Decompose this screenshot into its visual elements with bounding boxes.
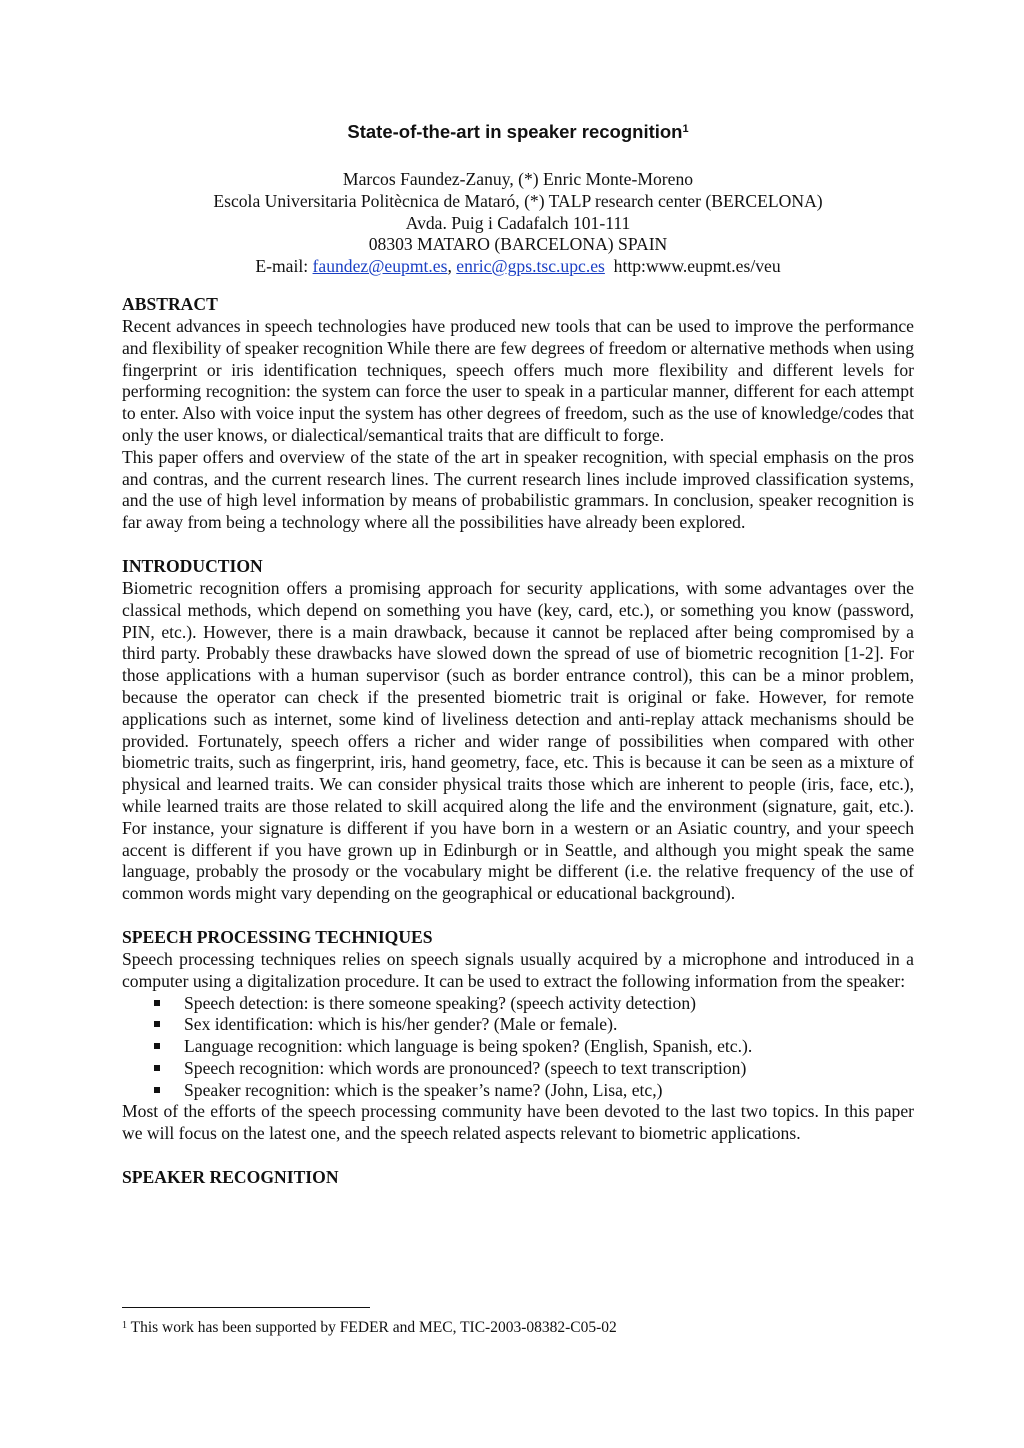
- email-link-faundez[interactable]: faundez@eupmt.es: [312, 256, 448, 277]
- square-bullet-icon: [154, 1065, 160, 1071]
- abstract-paragraph-2: This paper offers and overview of the state of the art in speaker recognition, with special emphasis on the pros and contras, and the current research lines. The current research lines include improved classification systems, and the use of high level information by means of probabilistic grammars. In conclusion, speaker recognition is far away from being a technology where all the possibilities have already been explored.: [122, 446, 914, 533]
- square-bullet-icon: [154, 1000, 160, 1006]
- square-bullet-icon: [154, 1021, 160, 1027]
- speech-processing-intro: Speech processing techniques relies on speech signals usually acquired by a microphone and introduced in a computer using a digitalization procedure. It can be used to extract the following information from the speaker:: [122, 948, 914, 991]
- author-address-line-1: Avda. Puig i Cadafalch 101-111: [405, 212, 631, 233]
- list-item: [154, 1080, 914, 1102]
- email-link-enric[interactable]: enric@gps.tsc.upc.es: [456, 256, 605, 277]
- list-item: [154, 1036, 914, 1058]
- paper-page: [122, 118, 914, 1189]
- footnote-divider: [122, 1307, 370, 1308]
- contact-line: [122, 256, 914, 278]
- footnote-text: This work has been supported by FEDER and MEC, TIC-2003-08382-C05-02: [127, 1319, 617, 1336]
- list-item-text: Speech detection: is there someone speaking? (speech activity detection): [184, 992, 696, 1013]
- author-names: Marcos Faundez-Zanuy, (*) Enric Monte-Moreno: [342, 169, 694, 189]
- speaker-recognition-heading: SPEAKER RECOGNITION: [122, 1167, 339, 1188]
- abstract-paragraph-1: Recent advances in speech technologies have produced new tools that can be used to improve the performance and flexibility of speaker recognition While there are few degrees of freedom or alternative methods when using fingerprint or iris identification techniques, speech offers much more flexibility and different levels for performing recognition: the system can force the user to speak in a particular manner, different for each attempt to enter. Also with voice input the system has other degrees of freedom, such as the use of knowledge/codes that only the user knows, or dialectical/semantical traits that are difficult to forge.: [122, 315, 914, 445]
- introduction-section: [122, 555, 914, 905]
- email-prefix: E-mail:: [255, 256, 313, 277]
- title-footnote-mark[interactable]: 1: [682, 123, 689, 135]
- abstract-section: [122, 293, 914, 534]
- list-item-text: Sex identification: which is his/her gender? (Male or female).: [184, 1014, 618, 1035]
- list-item-text: Speaker recognition: which is the speaker’s name? (John, Lisa, etc,): [184, 1079, 663, 1100]
- abstract-heading: ABSTRACT: [122, 293, 218, 314]
- author-address-line-2: 08303 MATARO (BARCELONA) SPAIN: [368, 234, 668, 255]
- speaker-recognition-section: [122, 1166, 914, 1189]
- square-bullet-icon: [154, 1043, 160, 1049]
- footnote: [122, 1318, 914, 1338]
- speech-processing-outro: Most of the efforts of the speech processing community have been devoted to the last two topics. In this paper we will focus on the latest one, and the speech related aspects relevant to biometric applications.: [122, 1101, 914, 1144]
- footnote-mark: 1: [122, 1320, 127, 1331]
- list-item: [154, 1014, 914, 1036]
- title-text: State-of-the-art in speaker recognition: [347, 121, 683, 142]
- list-item: [154, 993, 914, 1015]
- section-spacer: [122, 534, 914, 555]
- paper-title: [122, 118, 914, 146]
- list-item-text: Speech recognition: which words are pronounced? (speech to text transcription): [184, 1057, 747, 1078]
- email-separator: ,: [447, 256, 457, 277]
- section-spacer: [122, 905, 914, 926]
- speech-info-list: [122, 993, 914, 1102]
- section-spacer: [122, 1145, 914, 1166]
- website-text: http:www.eupmt.es/veu: [604, 256, 781, 277]
- speech-processing-heading: SPEECH PROCESSING TECHNIQUES: [122, 926, 433, 947]
- speech-processing-section: [122, 926, 914, 1145]
- introduction-paragraph: Biometric recognition offers a promising approach for security applications, with some advantages over the classical methods, which depend on something you have (key, card, etc.), or something you know (password, PIN, etc.). However, there is a main drawback, because it cannot be replaced after being compromised by a third party. Probably these drawbacks have slowed down the spread of use of biometric recognition [1-2]. For those applications with a human supervisor (such as border entrance control), this can be a minor problem, because the operator can check if the presented biometric trait is original or fake. However, for remote applications such as internet, some kind of liveliness detection and anti-replay attack mechanisms should be provided. Fortunately, speech offers a richer and wider range of possibilities when compared with other biometric traits, such as fingerprint, iris, hand geometry, face, etc. This is because it can be seen as a mixture of physical and learned traits. We can consider physical traits those which are inherent to people (iris, face, etc.), while learned traits are those related to skill acquired along the life and the environment (signature, gait, etc.). For instance, your signature is different if you have born in a western or an Asiatic country, and your speech accent is different if you have grown up in Edinburgh or in Seattle, and although you might speak the same language, probably the prosody or the vocabulary might be different (i.e. the relative frequency of the use of common words might vary depending on the geographical or educational background).: [122, 577, 914, 904]
- list-item: [154, 1058, 914, 1080]
- author-affiliation: Escola Universitaria Politècnica de Mataró, (*) TALP research center (BERCELONA): [213, 190, 823, 211]
- list-item-text: Language recognition: which language is being spoken? (English, Spanish, etc.).: [184, 1036, 753, 1057]
- square-bullet-icon: [154, 1087, 160, 1093]
- introduction-heading: INTRODUCTION: [122, 555, 263, 576]
